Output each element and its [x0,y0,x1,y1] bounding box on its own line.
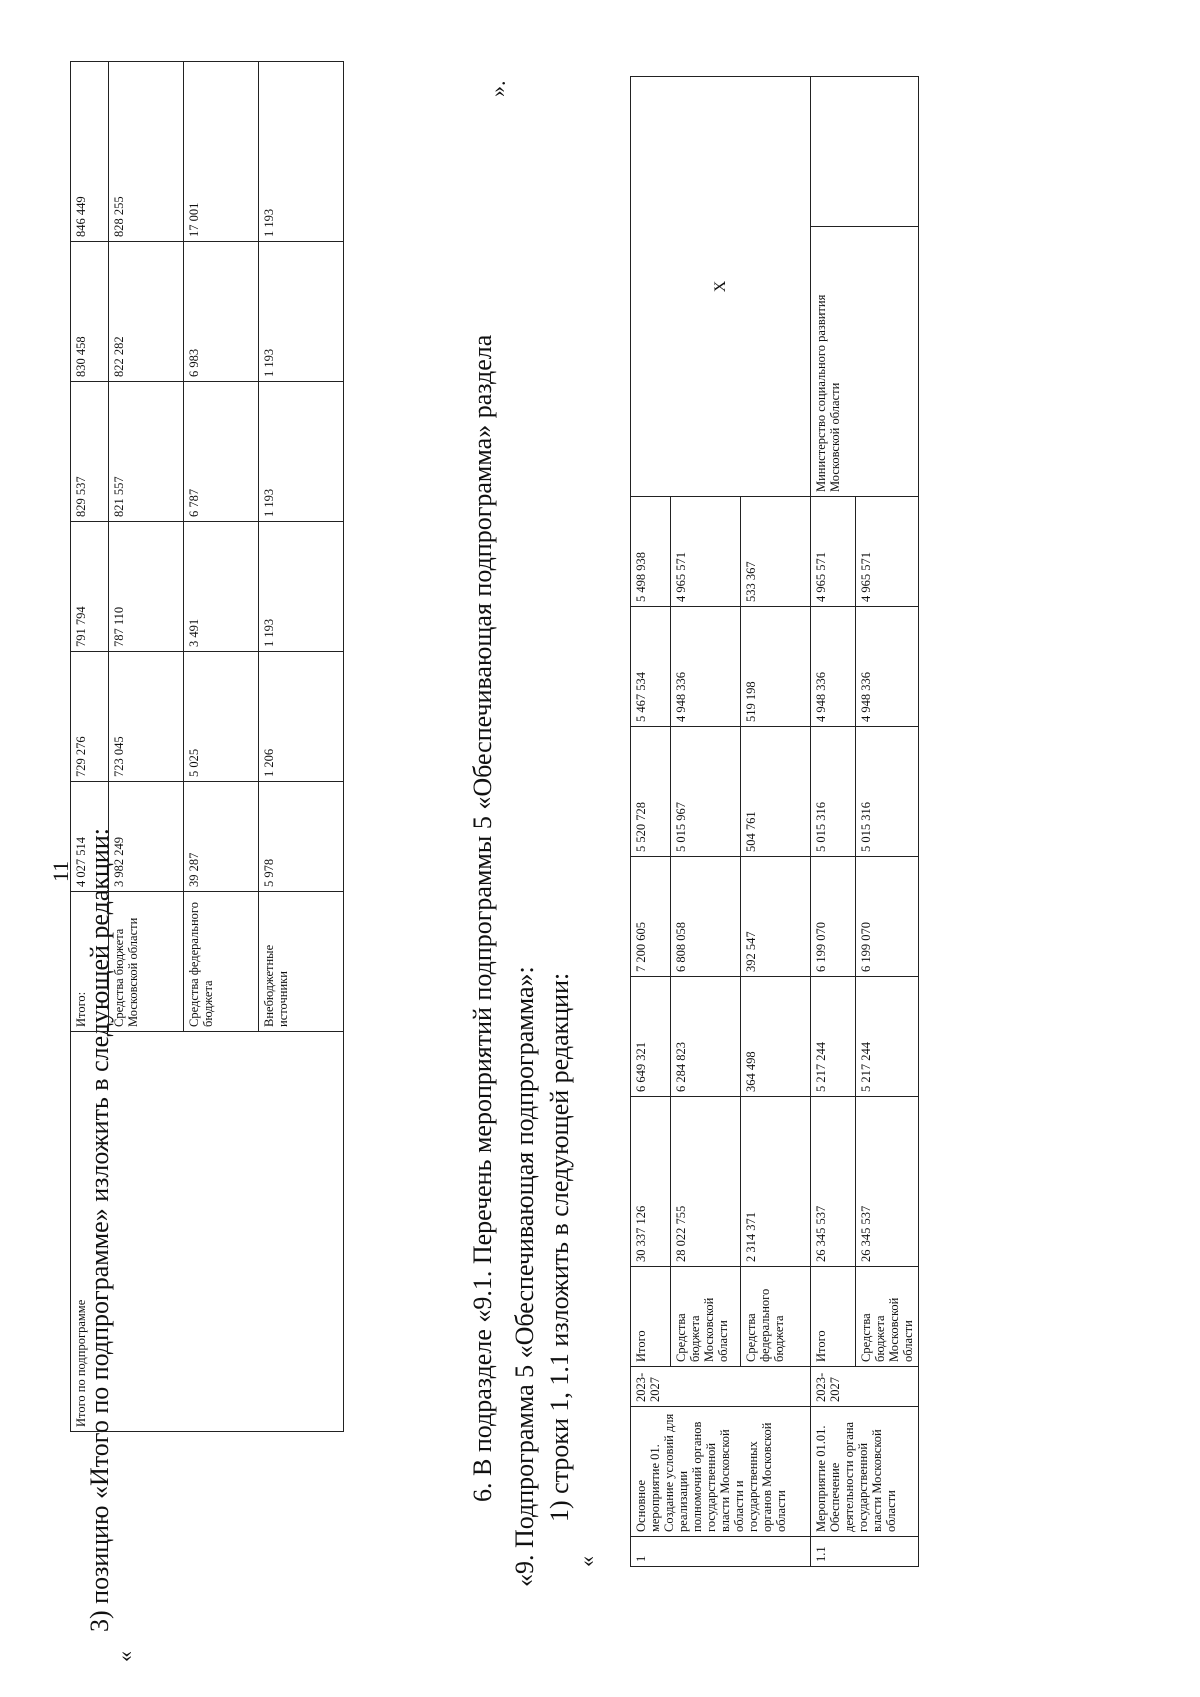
executor-cell: Министерство социального развития Московской области [811,227,919,497]
value-cell: 5 520 728 [631,727,671,857]
value-cell: 1 193 [259,62,344,242]
value-cell: 846 449 [71,62,109,242]
value-cell: 6 199 070 [811,857,856,977]
value-cell: 533 367 [741,497,811,607]
row-number: 1.1 [811,1537,919,1567]
value-cell: 26 345 537 [856,1097,919,1267]
value-cell: 39 287 [184,782,259,892]
row-label: Средства бюджета Московской области [671,1267,741,1367]
value-cell: 26 345 537 [811,1097,856,1267]
value-cell: 4 948 336 [811,607,856,727]
value-cell: 6 808 058 [671,857,741,977]
value-cell: 830 458 [71,242,109,382]
activity-name: Основное мероприятие 01. Создание условий для реализации полномочий органов государственной власти Московской области и государственных органов Московской области [631,1407,811,1537]
value-cell: 787 110 [109,522,184,652]
row-label: Средства федерального бюджета [184,892,259,1032]
value-cell: 6 199 070 [856,857,919,977]
open-quote-2: « [574,1556,599,1567]
subprogram-total-table [70,61,344,1432]
row-label: Средства бюджета Московской области [856,1267,919,1367]
activities-table [630,76,919,1567]
para6-line1: 6. В подразделе «9.1. Перечень мероприятий подпрограммы 5 «Обеспечивающая подпрограмма» раздела [468,334,497,1502]
row-label: Внебюджетные источники [259,892,344,1032]
value-cell: 829 537 [71,382,109,522]
para6-line3: 1) строки 1, 1.1 изложить в следующей редакции: [545,972,574,1522]
heading-3: 3) позицию «Итого по подпрограмме» изложить в следующей редакции: [85,828,114,1632]
value-cell: 6 983 [184,242,259,382]
table-row [811,77,856,1567]
value-cell: 822 282 [109,242,184,382]
value-cell: 1 193 [259,242,344,382]
value-cell: 28 022 755 [671,1097,741,1267]
value-cell: 4 965 571 [856,497,919,607]
value-cell: 7 200 605 [631,857,671,977]
value-cell: 6 649 321 [631,977,671,1097]
activity-name: Мероприятие 01.01. Обеспечение деятельности органа государственной власти Московской области [811,1407,919,1537]
row-label: Итого: [71,892,109,1032]
value-cell: 4 027 514 [71,782,109,892]
value-cell: 1 193 [259,522,344,652]
value-cell: 6 787 [184,382,259,522]
value-cell: 6 284 823 [671,977,741,1097]
value-cell: 364 498 [741,977,811,1097]
row-label: Итого [811,1267,856,1367]
table-row [631,77,671,1567]
value-cell: 729 276 [71,652,109,782]
value-cell: 392 547 [741,857,811,977]
value-cell: 504 761 [741,727,811,857]
value-cell: 5 217 244 [856,977,919,1097]
open-quote-1: « [112,1651,137,1662]
value-cell: 5 015 967 [671,727,741,857]
value-cell: 5 467 534 [631,607,671,727]
value-cell: 5 015 316 [811,727,856,857]
close-quote-1: ». [485,80,510,97]
page-number: 11 [48,860,73,882]
empty-cell [811,77,919,227]
value-cell: 519 198 [741,607,811,727]
value-cell: 5 025 [184,652,259,782]
table1-title-cell: Итого по подпрограмме [71,1032,344,1432]
value-cell: 2 314 371 [741,1097,811,1267]
row-label: Средства федерального бюджета [741,1267,811,1367]
period: 2023-2027 [811,1367,919,1407]
row-label: Итого [631,1267,671,1367]
value-cell: 1 193 [259,382,344,522]
value-cell: 4 965 571 [811,497,856,607]
table-row [71,62,109,1432]
value-cell: 828 255 [109,62,184,242]
row-label: Средства бюджета Московской области [109,892,184,1032]
value-cell: 4 948 336 [671,607,741,727]
value-cell: 5 978 [259,782,344,892]
period: 2023-2027 [631,1367,811,1407]
para6-line2: «9. Подпрограмма 5 «Обеспечивающая подпрограмма»: [510,966,539,1587]
value-cell: 5 015 316 [856,727,919,857]
value-cell: 5 217 244 [811,977,856,1097]
value-cell: 5 498 938 [631,497,671,607]
value-cell: 821 557 [109,382,184,522]
value-cell: 4 948 336 [856,607,919,727]
value-cell: 3 982 249 [109,782,184,892]
x-mark-cell: Х [631,77,811,497]
value-cell: 4 965 571 [671,497,741,607]
value-cell: 1 206 [259,652,344,782]
value-cell: 723 045 [109,652,184,782]
value-cell: 3 491 [184,522,259,652]
value-cell: 791 794 [71,522,109,652]
value-cell: 30 337 126 [631,1097,671,1267]
value-cell: 17 001 [184,62,259,242]
row-number: 1 [631,1537,811,1567]
